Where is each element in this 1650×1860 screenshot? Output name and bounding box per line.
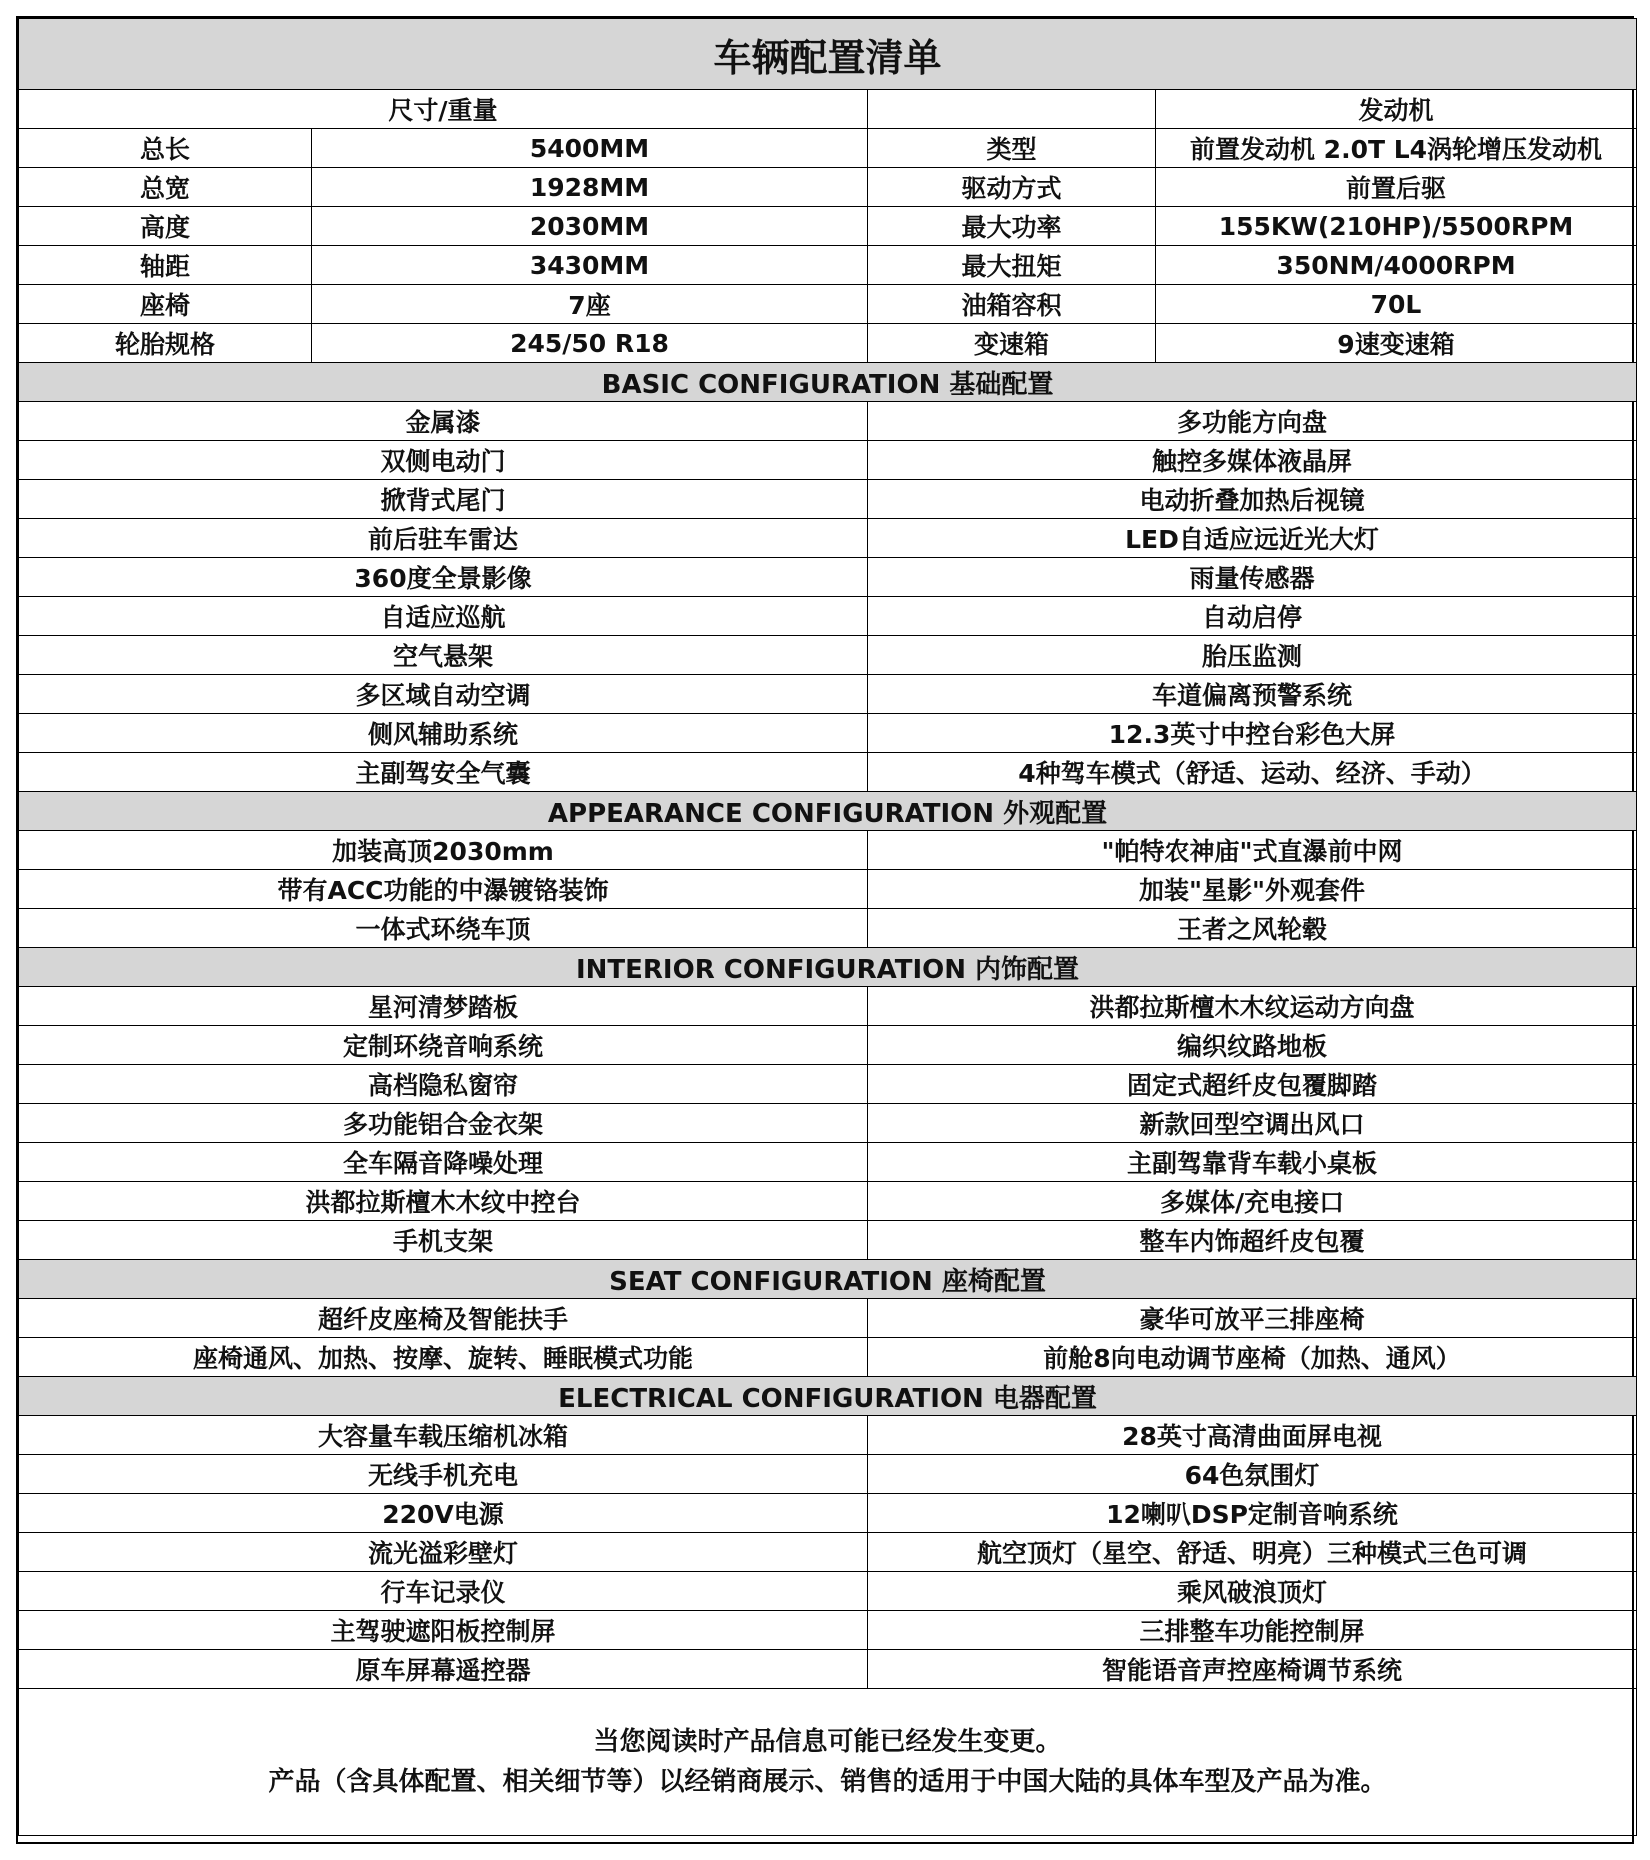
disclaimer-line1: 当您阅读时产品信息可能已经发生变更。 — [593, 1727, 1062, 1757]
dimensions-header: 尺寸/重量 — [19, 90, 868, 129]
feature-left: 流光溢彩壁灯 — [19, 1533, 868, 1572]
dimension-value: 1928MM — [312, 168, 868, 207]
feature-row — [19, 480, 1637, 519]
dimension-value: 5400MM — [312, 129, 868, 168]
feature-right: 12.3英寸中控台彩色大屏 — [868, 714, 1637, 753]
feature-row — [19, 909, 1637, 948]
spec-row — [19, 246, 1637, 285]
section-header-row — [19, 1260, 1637, 1299]
feature-left: 座椅通风、加热、按摩、旋转、睡眠模式功能 — [19, 1338, 868, 1377]
feature-left: 空气悬架 — [19, 636, 868, 675]
engine-value: 155KW(210HP)/5500RPM — [1156, 207, 1637, 246]
feature-row — [19, 1533, 1637, 1572]
spec-row — [19, 129, 1637, 168]
feature-right: 洪都拉斯檀木木纹运动方向盘 — [868, 987, 1637, 1026]
feature-right: 三排整车功能控制屏 — [868, 1611, 1637, 1650]
feature-right: 编织纹路地板 — [868, 1026, 1637, 1065]
engine-label: 最大扭矩 — [868, 246, 1156, 285]
feature-row — [19, 1299, 1637, 1338]
section-title: ELECTRICAL CONFIGURATION 电器配置 — [19, 1377, 1637, 1416]
section-title: APPEARANCE CONFIGURATION 外观配置 — [19, 792, 1637, 831]
feature-left: 360度全景影像 — [19, 558, 868, 597]
feature-right: 28英寸高清曲面屏电视 — [868, 1416, 1637, 1455]
feature-row — [19, 1416, 1637, 1455]
feature-left: 自适应巡航 — [19, 597, 868, 636]
feature-row — [19, 831, 1637, 870]
feature-left: 侧风辅助系统 — [19, 714, 868, 753]
engine-value: 70L — [1156, 285, 1637, 324]
feature-right: 新款回型空调出风口 — [868, 1104, 1637, 1143]
engine-header-spacer — [868, 90, 1156, 129]
feature-left: 掀背式尾门 — [19, 480, 868, 519]
engine-value: 前置后驱 — [1156, 168, 1637, 207]
engine-label: 类型 — [868, 129, 1156, 168]
feature-row — [19, 1338, 1637, 1377]
dimension-label: 高度 — [19, 207, 312, 246]
feature-right: "帕特农神庙"式直瀑前中网 — [868, 831, 1637, 870]
feature-right: 雨量传感器 — [868, 558, 1637, 597]
feature-left: 带有ACC功能的中瀑镀铬装饰 — [19, 870, 868, 909]
feature-row — [19, 870, 1637, 909]
feature-left: 星河清梦踏板 — [19, 987, 868, 1026]
engine-value: 350NM/4000RPM — [1156, 246, 1637, 285]
feature-left: 前后驻车雷达 — [19, 519, 868, 558]
dimension-label: 座椅 — [19, 285, 312, 324]
feature-left: 双侧电动门 — [19, 441, 868, 480]
feature-left: 多区域自动空调 — [19, 675, 868, 714]
feature-right: 主副驾靠背车载小桌板 — [868, 1143, 1637, 1182]
feature-right: 12喇叭DSP定制音响系统 — [868, 1494, 1637, 1533]
spec-sheet — [16, 16, 1634, 1844]
feature-right: 触控多媒体液晶屏 — [868, 441, 1637, 480]
feature-right: 多媒体/充电接口 — [868, 1182, 1637, 1221]
section-header-row — [19, 363, 1637, 402]
engine-label: 驱动方式 — [868, 168, 1156, 207]
feature-row — [19, 402, 1637, 441]
feature-row — [19, 714, 1637, 753]
feature-right: 整车内饰超纤皮包覆 — [868, 1221, 1637, 1260]
feature-row — [19, 753, 1637, 792]
feature-left: 220V电源 — [19, 1494, 868, 1533]
feature-left: 一体式环绕车顶 — [19, 909, 868, 948]
feature-row — [19, 1026, 1637, 1065]
page-title: 车辆配置清单 — [19, 19, 1637, 90]
dimension-label: 轴距 — [19, 246, 312, 285]
feature-left: 无线手机充电 — [19, 1455, 868, 1494]
feature-row — [19, 1182, 1637, 1221]
feature-right: 64色氛围灯 — [868, 1455, 1637, 1494]
feature-row — [19, 558, 1637, 597]
spec-row — [19, 168, 1637, 207]
feature-row — [19, 675, 1637, 714]
engine-label: 油箱容积 — [868, 285, 1156, 324]
feature-row — [19, 1572, 1637, 1611]
dimension-value: 3430MM — [312, 246, 868, 285]
feature-row — [19, 1143, 1637, 1182]
engine-value: 9速变速箱 — [1156, 324, 1637, 363]
spec-table — [18, 18, 1637, 1836]
feature-left: 原车屏幕遥控器 — [19, 1650, 868, 1689]
feature-right: 4种驾车模式（舒适、运动、经济、手动） — [868, 753, 1637, 792]
feature-right: 车道偏离预警系统 — [868, 675, 1637, 714]
feature-right: 胎压监测 — [868, 636, 1637, 675]
title-row — [19, 19, 1637, 90]
dimensions-header-row — [19, 90, 1637, 129]
feature-right: 豪华可放平三排座椅 — [868, 1299, 1637, 1338]
section-title: BASIC CONFIGURATION 基础配置 — [19, 363, 1637, 402]
section-header-row — [19, 792, 1637, 831]
feature-row — [19, 636, 1637, 675]
feature-left: 加装高顶2030mm — [19, 831, 868, 870]
engine-header: 发动机 — [1156, 90, 1637, 129]
section-title: SEAT CONFIGURATION 座椅配置 — [19, 1260, 1637, 1299]
engine-label: 最大功率 — [868, 207, 1156, 246]
disclaimer-line2: 产品（含具体配置、相关细节等）以经销商展示、销售的适用于中国大陆的具体车型及产品为准。 — [268, 1767, 1387, 1797]
feature-left: 定制环绕音响系统 — [19, 1026, 868, 1065]
feature-left: 洪都拉斯檀木木纹中控台 — [19, 1182, 868, 1221]
section-header-row — [19, 1377, 1637, 1416]
engine-value: 前置发动机 2.0T L4涡轮增压发动机 — [1156, 129, 1637, 168]
feature-left: 金属漆 — [19, 402, 868, 441]
feature-row — [19, 1650, 1637, 1689]
dimension-value: 7座 — [312, 285, 868, 324]
feature-row — [19, 1455, 1637, 1494]
feature-left: 全车隔音降噪处理 — [19, 1143, 868, 1182]
feature-left: 主驾驶遮阳板控制屏 — [19, 1611, 868, 1650]
feature-right: 多功能方向盘 — [868, 402, 1637, 441]
dimension-label: 总宽 — [19, 168, 312, 207]
feature-left: 行车记录仪 — [19, 1572, 868, 1611]
feature-left: 手机支架 — [19, 1221, 868, 1260]
feature-row — [19, 1065, 1637, 1104]
feature-row — [19, 987, 1637, 1026]
feature-right: 乘风破浪顶灯 — [868, 1572, 1637, 1611]
feature-right: 电动折叠加热后视镜 — [868, 480, 1637, 519]
feature-left: 主副驾安全气囊 — [19, 753, 868, 792]
feature-right: 智能语音声控座椅调节系统 — [868, 1650, 1637, 1689]
spec-row — [19, 285, 1637, 324]
feature-row — [19, 441, 1637, 480]
disclaimer — [19, 1689, 1637, 1836]
dimension-label: 轮胎规格 — [19, 324, 312, 363]
section-title: INTERIOR CONFIGURATION 内饰配置 — [19, 948, 1637, 987]
dimension-value: 2030MM — [312, 207, 868, 246]
feature-right: LED自适应远近光大灯 — [868, 519, 1637, 558]
spec-row — [19, 207, 1637, 246]
feature-left: 超纤皮座椅及智能扶手 — [19, 1299, 868, 1338]
feature-left: 高档隐私窗帘 — [19, 1065, 868, 1104]
dimension-label: 总长 — [19, 129, 312, 168]
feature-row — [19, 1611, 1637, 1650]
feature-right: 航空顶灯（星空、舒适、明亮）三种模式三色可调 — [868, 1533, 1637, 1572]
feature-row — [19, 1494, 1637, 1533]
feature-row — [19, 519, 1637, 558]
feature-row — [19, 597, 1637, 636]
feature-right: 王者之风轮毂 — [868, 909, 1637, 948]
feature-left: 多功能铝合金衣架 — [19, 1104, 868, 1143]
feature-row — [19, 1221, 1637, 1260]
feature-row — [19, 1104, 1637, 1143]
feature-right: 前舱8向电动调节座椅（加热、通风） — [868, 1338, 1637, 1377]
feature-right: 自动启停 — [868, 597, 1637, 636]
section-header-row — [19, 948, 1637, 987]
spec-row — [19, 324, 1637, 363]
feature-left: 大容量车载压缩机冰箱 — [19, 1416, 868, 1455]
engine-label: 变速箱 — [868, 324, 1156, 363]
feature-right: 加装"星影"外观套件 — [868, 870, 1637, 909]
feature-right: 固定式超纤皮包覆脚踏 — [868, 1065, 1637, 1104]
dimension-value: 245/50 R18 — [312, 324, 868, 363]
footer-row — [19, 1689, 1637, 1836]
